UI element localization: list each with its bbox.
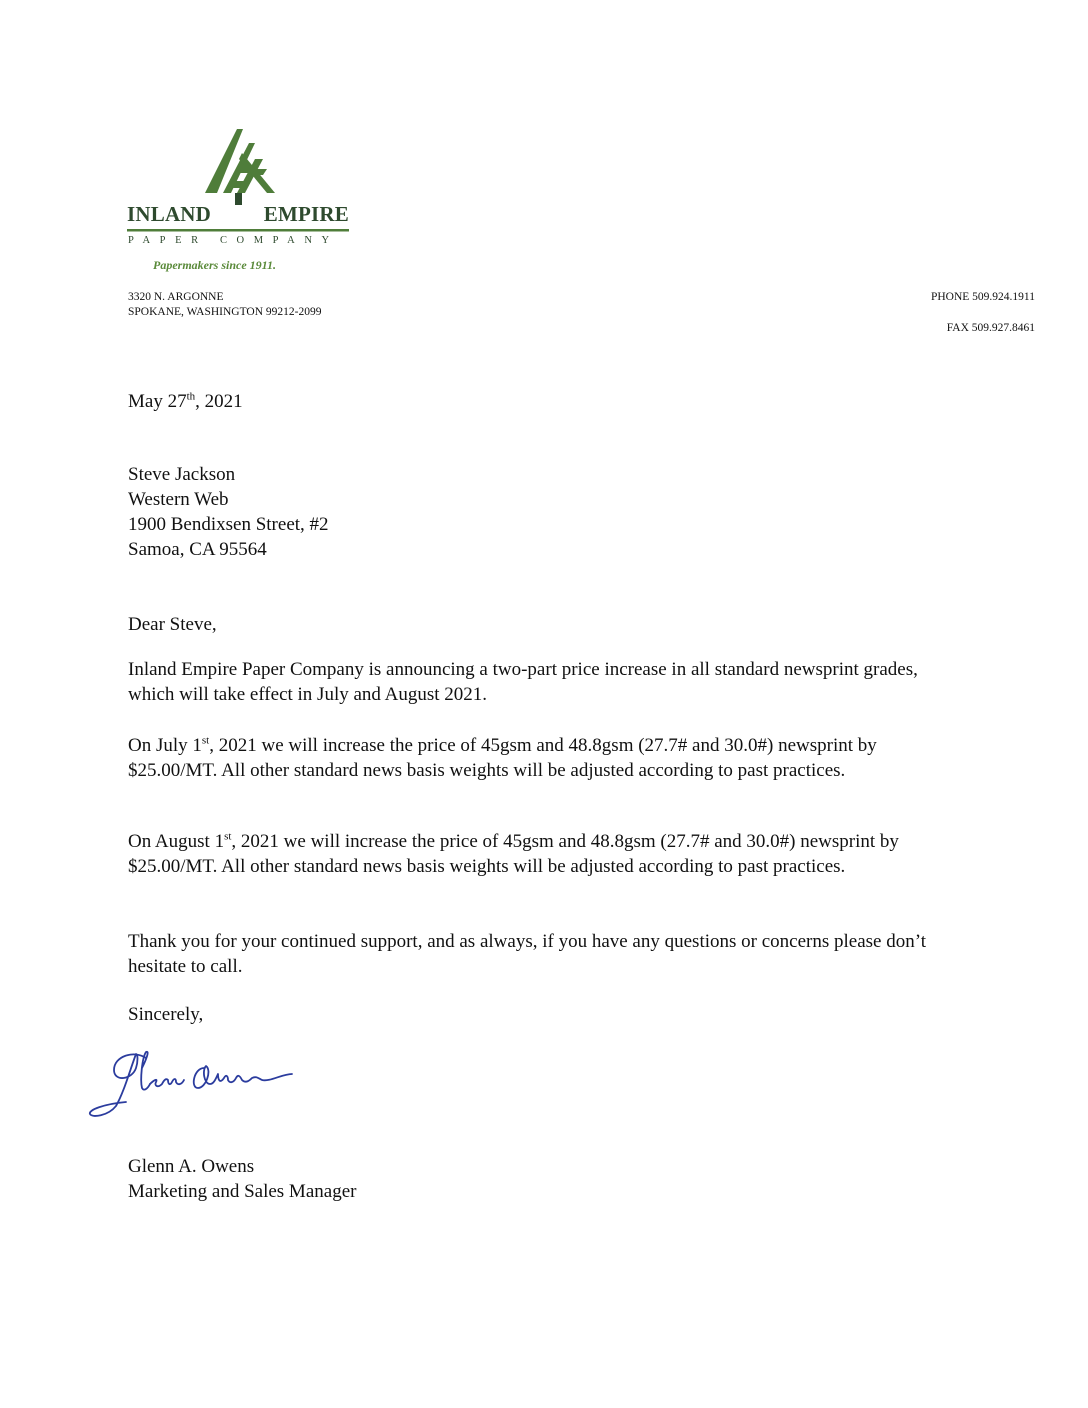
letterhead-underline [127,228,352,234]
signer-title: Marketing and Sales Manager [128,1181,357,1202]
signer-name: Glenn A. Owens [128,1156,255,1177]
date-day: May 27 [128,391,187,412]
tree-logo-icon [127,125,352,205]
recipient-city: Samoa, CA 95564 [128,539,267,560]
paragraph-thanks: Thank you for your continued support, and as always, if you have any questions or concerns please don’t hesitate to call. [128,931,926,977]
date-year: , 2021 [195,391,243,412]
company-tagline: Papermakers since 1911. [153,258,276,272]
company-word-inland: INLAND [127,202,212,226]
august-body: , 2021 we will increase the price of 45gsm and 48.8gsm (27.7# and 30.0#) newsprint by $25.00/MT. All other standard news basis weights will be adjusted according to past practices. [128,831,899,877]
salutation: Dear Steve, [128,614,217,635]
recipient-street: 1900 Bendixsen Street, #2 [128,514,329,535]
closing: Sincerely, [128,1004,204,1025]
date-suffix: th [186,390,196,403]
company-word-empire: EMPIRE [263,202,349,226]
july-lead: On July 1 [128,735,202,756]
company-logo [127,125,352,275]
company-subtitle: PAPER COMPANY [128,235,339,246]
company-address-line1: 3320 N. ARGONNE [128,291,224,303]
recipient-company: Western Web [128,489,229,510]
paragraph-august-increase [128,829,968,879]
paragraph-july-increase [128,733,968,783]
july-suffix: st [201,734,210,747]
recipient-address [128,462,329,562]
company-address-line2: SPOKANE, WASHINGTON 99212-2099 [128,306,322,318]
recipient-name: Steve Jackson [128,464,236,485]
paragraph-announcement: Inland Empire Paper Company is announcing a two-part price increase in all standard newsprint grades, which will take effect in July and August 2021. [128,659,918,705]
signature-image [86,1040,336,1125]
company-fax: FAX 509.927.8461 [946,322,1035,334]
letter-date [128,389,243,414]
august-lead: On August 1 [128,831,225,852]
august-suffix: st [224,830,232,843]
company-phone: PHONE 509.924.1911 [930,291,1035,303]
company-name [127,202,349,227]
july-body: , 2021 we will increase the price of 45gsm and 48.8gsm (27.7# and 30.0#) newsprint by $25.00/MT. All other standard news basis weights will be adjusted according to past practices. [128,735,877,781]
